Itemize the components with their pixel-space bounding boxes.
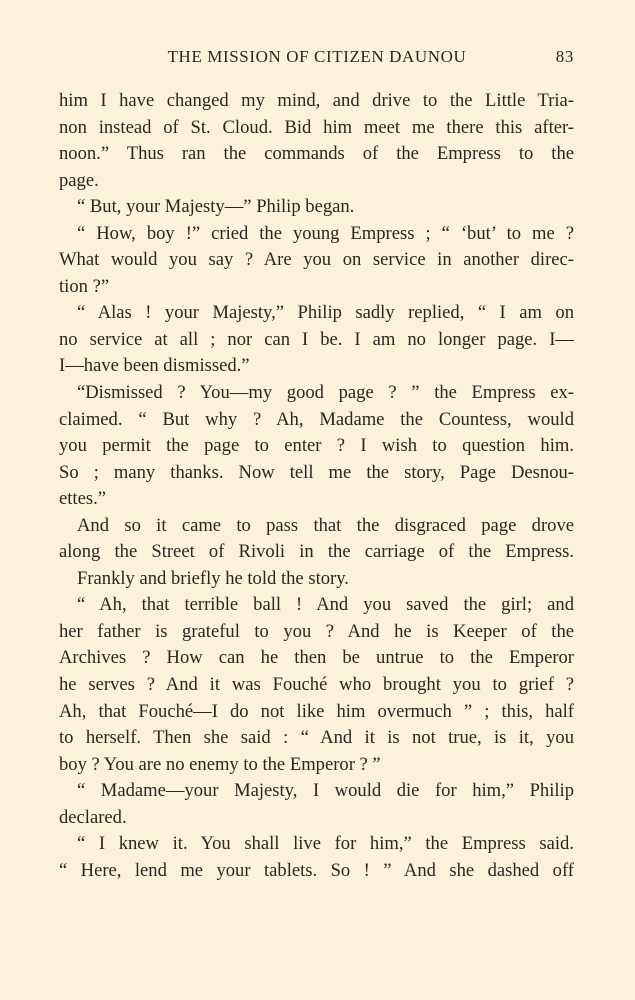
text-line: “ I knew it. You shall live for him,” the Empress said. [77,833,574,855]
text-line: “ Alas ! your Majesty,” Philip sadly replied, “ I am on [77,302,574,324]
text-line: claimed. “ But why ? Ah, Madame the Countess, would [59,408,574,430]
text-line: What would you say ? Are you on service in another direc- [59,249,574,271]
text-line: And so it came to pass that the disgraced page drove [77,514,574,536]
text-line: tion ?” [59,275,110,297]
text-line: “ How, boy !” cried the young Empress ; “ ‘but’ to me ? [77,222,574,244]
text-line: “Dismissed ? You—my good page ? ” the Empress ex- [77,382,574,404]
text-line: him I have changed my mind, and drive to the Little Tria- [59,90,574,111]
text-line: noon.” Thus ran the commands of the Empress to the [59,143,574,165]
text-line: you permit the page to enter ? I wish to question him. [59,435,574,457]
text-line: Ah, that Fouché—I do not like him overmuch ” ; this, half [59,700,574,722]
text-line: So ; many thanks. Now tell me the story, Page Desnou- [59,461,574,483]
text-line: “ Madame—your Majesty, I would die for him,” Philip [77,780,574,802]
page-header [60,47,574,71]
text-line: page. [59,169,99,191]
text-line: “ Ah, that terrible ball ! And you saved the girl; and [77,594,574,616]
page-number: 83 [555,47,574,66]
running-head: THE MISSION OF CITIZEN DAUNOU [167,47,467,66]
body-text [59,88,574,884]
text-line: no service at all ; nor can I be. I am no longer page. I— [59,328,574,350]
text-line: “ Here, lend me your tablets. So ! ” And she dashed off [59,859,574,881]
text-line: Archives ? How can he then be untrue to the Emperor [59,647,574,669]
text-line: declared. [59,806,127,828]
text-line: he serves ? And it was Fouché who brought you to grief ? [59,674,574,696]
text-line: to herself. Then she said : “ And it is not true, is it, you [59,727,574,749]
text-line: ettes.” [59,488,106,510]
text-line: non instead of St. Cloud. Bid him meet me there this after- [59,116,574,138]
text-line: “ But, your Majesty—” Philip began. [77,196,355,218]
text-line: boy ? You are no enemy to the Emperor ? ” [59,753,381,775]
text-line: along the Street of Rivoli in the carriage of the Empress. [59,541,574,563]
text-line: I—have been dismissed.” [59,355,250,377]
text-line: her father is grateful to you ? And he is Keeper of the [59,620,574,642]
text-line: Frankly and briefly he told the story. [77,567,349,589]
